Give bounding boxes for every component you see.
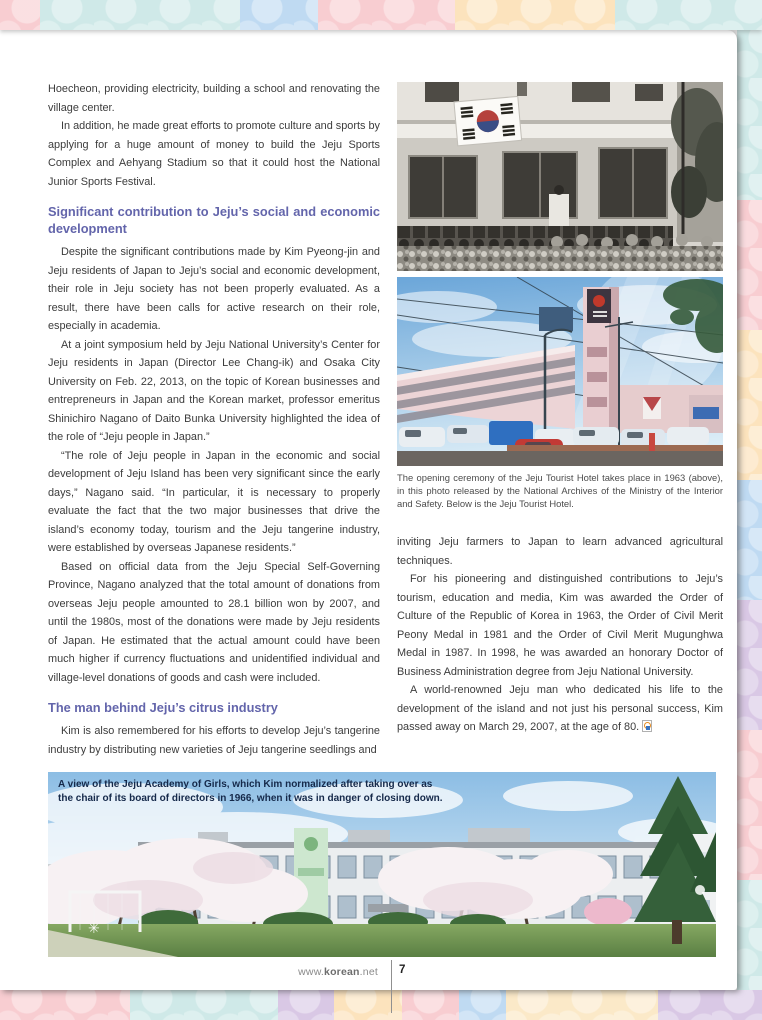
paragraph: Hoecheon, providing electricity, building a school and renovating the village center. xyxy=(48,83,380,114)
pattern-tile xyxy=(318,0,455,30)
page-number: 7 xyxy=(399,964,406,976)
right-text-column xyxy=(397,533,723,737)
pattern-tile xyxy=(658,990,762,1020)
pattern-tile xyxy=(737,330,762,480)
footer-url-suffix: .net xyxy=(359,966,378,978)
pattern-tile xyxy=(459,990,506,1020)
school-photo xyxy=(48,772,716,957)
pattern-tile xyxy=(455,0,615,30)
ceremony-photo xyxy=(397,82,723,271)
paragraph xyxy=(397,681,723,737)
decorative-border-bottom xyxy=(0,990,762,1020)
footer-url-brand: korean xyxy=(324,966,360,978)
hotel-photo xyxy=(397,277,723,466)
footer-site-url xyxy=(238,966,378,978)
pattern-tile xyxy=(0,0,40,30)
paragraph-text: A world-renowned Jeju man who dedicated his life to the development of the island and not just his personal success, Kim passed away on March 29, 2007, at the age of 80. xyxy=(397,684,723,733)
pattern-tile xyxy=(0,990,130,1020)
pattern-tile xyxy=(40,0,240,30)
paragraph: In addition, he made great efforts to promote culture and sports by applying for a huge amount of money to build the Jeju Sports Complex and Aehyang Stadium so that it could host the National Junior Sports Festival. xyxy=(48,120,380,188)
magazine-page xyxy=(0,30,737,990)
pattern-tile xyxy=(737,880,762,990)
lens-flare-icon: ✳ xyxy=(88,920,100,936)
pattern-tile xyxy=(506,990,658,1020)
photo-caption: The opening ceremony of the Jeju Tourist Hotel takes place in 1963 (above), in this photo released by the National Archives of the Ministry of the Interior and Safety. Below is the Jeju Tourist Hotel. xyxy=(397,472,723,510)
bottom-photo-caption: A view of the Jeju Academy of Girls, which Kim normalized after taking over as the chair of its board of directors in 1966, when it was in danger of closing down. xyxy=(58,779,443,804)
paragraph: “The role of Jeju people in Japan in the economic and social development of Jeju Island has been very significant since the early days,” Nagano said. “In particular, it is necessary to properly evaluate the fact that the two major businesses that drive the island’s economy today, tourism and the Jeju tangerine industry, were established by overseas Japanese residents.” xyxy=(48,449,380,554)
footer-divider xyxy=(391,960,392,1013)
paragraph: Despite the significant contributions made by Kim Pyeong-jin and Jeju residents of Japan to Jeju’s social and economic development, their role in Jeju society has not been properly evaluated. As a result, there have been calls for active research on their role, especially in academia. xyxy=(48,246,380,332)
pattern-tile xyxy=(737,30,762,200)
pattern-tile xyxy=(737,600,762,730)
pattern-tile xyxy=(402,990,459,1020)
decorative-border-right xyxy=(737,30,762,990)
pattern-tile xyxy=(737,480,762,600)
article-end-icon xyxy=(642,720,652,732)
pattern-tile xyxy=(737,200,762,330)
pattern-tile xyxy=(615,0,762,30)
pattern-tile xyxy=(278,990,334,1020)
pattern-tile xyxy=(130,990,278,1020)
section-heading: Significant contribution to Jeju’s social and economic development xyxy=(48,204,380,236)
paragraph: Kim is also remembered for his efforts to develop Jeju’s tangerine industry by distributing new varieties of Jeju tangerine seedlings and xyxy=(48,725,380,756)
pattern-tile xyxy=(240,0,318,30)
decorative-border-top xyxy=(0,0,762,30)
left-text-column xyxy=(48,80,380,759)
footer-url-prefix: www. xyxy=(298,966,325,978)
paragraph: Based on official data from the Jeju Special Self-Governing Province, Nagano analyzed that the total amount of donations from overseas Jeju people amounted to 28.1 billion won by 2007, and until the 1980s, most of the donations were made by Jeju residents of Japan. He estimated that the actual amount could have been much higher if currency fluctuations and unidentified individual and village-level donations of goods and cash were included. xyxy=(48,560,380,684)
section-heading: The man behind Jeju’s citrus industry xyxy=(48,700,278,715)
paragraph: For his pioneering and distinguished contributions to Jeju’s tourism, education and media, Kim was awarded the Order of Culture of the Republic of Korea in 1963, the Order of Civil Merit Peony Medal in 1981 and the Order of Civil Merit Mugunghwa Medal in 1987. In 1998, he was awarded an honorary Doctor of Business Administration degree from Jeju National University. xyxy=(397,573,723,678)
paragraph: At a joint symposium held by Jeju National University’s Center for Jeju residents in Japan (Director Lee Chang-ik) and Osaka City University on Feb. 22, 2013, on the topic of Korean businesses and entrepreneurs in Japan and the Korean market, professor emeritus Shinichiro Nagano of Daito Bunka University highlighted the idea of the role of “Jeju people in Japan.” xyxy=(48,338,380,443)
paragraph: inviting Jeju farmers to Japan to learn advanced agricultural techniques. xyxy=(397,536,723,567)
pattern-tile xyxy=(737,730,762,880)
